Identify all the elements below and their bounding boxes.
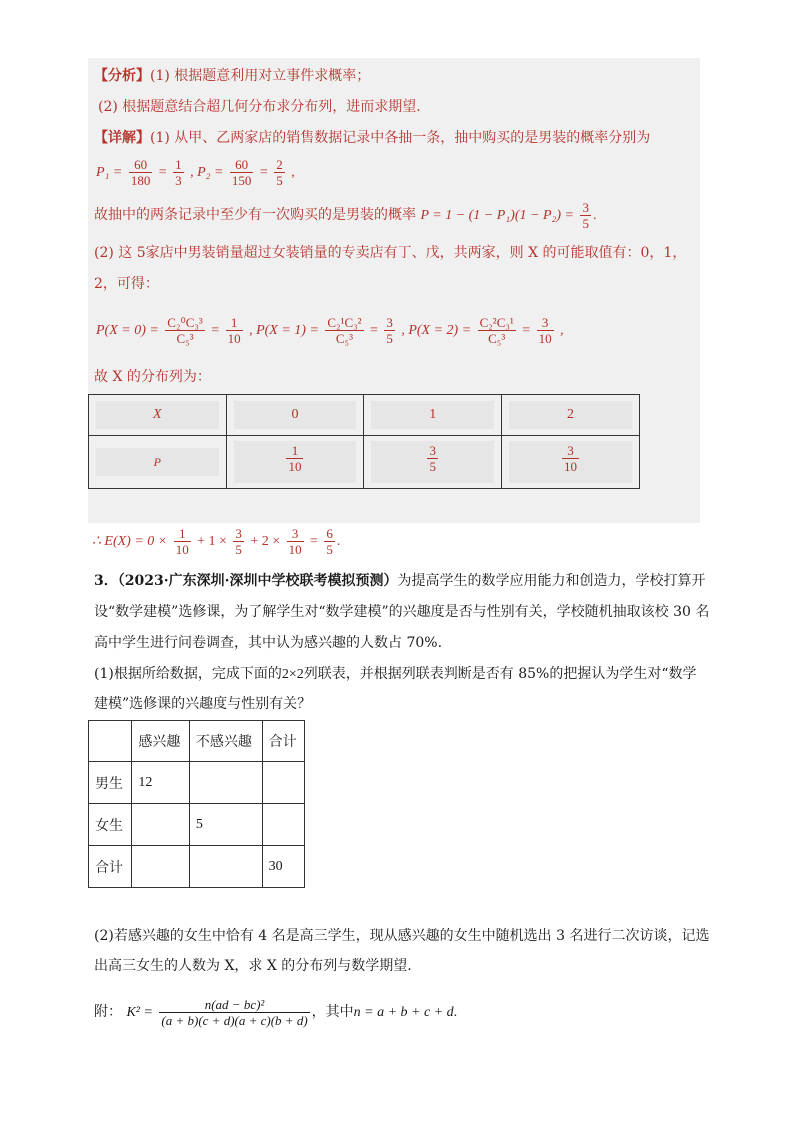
ct-female-label: 女生 xyxy=(89,804,132,846)
dist-header-0: 0 xyxy=(226,395,364,436)
px0-result: $\frac{1}{10}$ xyxy=(227,314,241,346)
ct-female-total xyxy=(262,804,304,846)
ct-row-male xyxy=(89,762,305,804)
ct-female-not-interested: 5 xyxy=(189,804,262,846)
ct-total-label: 合计 xyxy=(89,846,132,888)
dist-header-x: X xyxy=(89,395,227,436)
ct-total-interested xyxy=(132,846,190,888)
question-1-line-1: (1)根据所给数据，完成下面的2×2列联表，并根据列联表判断是否有 85%的把握认为学生对“数学 xyxy=(94,666,697,682)
appendix-label: 附： xyxy=(94,1004,122,1020)
px2-result: $\frac{3}{10}$ xyxy=(538,314,552,346)
problem3-number: 3． xyxy=(94,573,118,589)
contingency-table xyxy=(88,720,305,888)
analysis-line-2: (2) 根据题意结合超几何分布求分布列，进而求期望. xyxy=(98,99,421,115)
ct-row-total xyxy=(89,846,305,888)
dist-prob-1: $\frac{3}{5}$ xyxy=(364,436,502,489)
dist-prob-2: $\frac{3}{10}$ xyxy=(502,436,640,489)
k2-fraction: $\frac{\text{n(ad − bc)²}}{(a + b)(c + d)(a + c)(b + d)}$ xyxy=(161,996,308,1028)
p1-simplified: $\frac{1}{3}$ xyxy=(175,156,182,188)
k2-label: K² = xyxy=(126,1005,153,1020)
ct-male-not-interested xyxy=(189,762,262,804)
contingency-header-row xyxy=(89,721,305,762)
p2-fraction: $\frac{60}{150}$ xyxy=(231,156,252,188)
ct-header-not-interested: 不感兴趣 xyxy=(189,721,262,762)
px0-comb: $\frac{\text{C₂⁰C₃³}}{\text{C₅³}}$ xyxy=(167,314,203,346)
ct-header-total: 合计 xyxy=(262,721,304,762)
detail-tag: 【详解】 xyxy=(94,130,150,146)
ct-male-total xyxy=(262,762,304,804)
n-definition: n = a + b + c + d xyxy=(353,1005,454,1020)
ct-corner xyxy=(89,721,132,762)
problem3-line-2: 设“数学建模”选修课，为了解学生对“数学建模”的兴趣度是否与性别有关，学校随机抽取该校 30 名 xyxy=(94,604,710,620)
ct-male-label: 男生 xyxy=(89,762,132,804)
detail-probabilities-line: P₁ = $\frac{60}{180}$ = $\frac{1}{3}$ , P₂ = $\frac{60}{150}$ = $\frac{2}{5}$ , xyxy=(96,156,295,188)
question-1-line-2: 建模”选修课的兴趣度与性别有关？ xyxy=(94,696,312,712)
ct-grand-total: 30 xyxy=(262,846,304,888)
ct-total-not-interested xyxy=(189,846,262,888)
analysis-tag: 【分析】 xyxy=(94,68,150,84)
problem3-line-1: 3．（2023·广东深圳·深圳中学校联考模拟预测）为提高学生的数学应用能力和创造力，学校打算开 xyxy=(94,573,706,589)
analysis-line-1 xyxy=(94,66,370,86)
p2-simplified: $\frac{2}{5}$ xyxy=(276,156,283,188)
detail-line-5: 2，可得： xyxy=(94,276,159,292)
p1-fraction: $\frac{60}{180}$ xyxy=(130,156,151,188)
detail-line-1 xyxy=(94,128,650,148)
distribution-table xyxy=(88,394,640,489)
problem3-source: （2023·广东深圳·深圳中学校联考模拟预测） xyxy=(117,573,398,589)
distribution-formulas-line: P(X = 0) = $\frac{\text{C₂⁰C₃³}}{\text{C₅³}}$ = $\frac{1}{10}$ , P(X = 1) = $\frac{\text{C₂¹C₃²}}{\text{C₅³}}$ = $\frac{3}{5}$ , P(X = 2) = $\frac{\text{C₂²C₃¹}}{\text{C₅³}}$ = $\frac{3}{10}$ , xyxy=(96,314,564,346)
px1-comb: $\frac{\text{C₂¹C₃²}}{\text{C₅³}}$ xyxy=(327,314,362,346)
complement-result: $\frac{3}{5}$ xyxy=(582,199,589,231)
analysis-text-1: (1) 根据题意利用对立事件求概率； xyxy=(150,68,371,84)
problem3-line-3: 高中学生进行问卷调查，其中认为感兴趣的人数占 70%. xyxy=(94,635,443,651)
ct-female-interested xyxy=(132,804,190,846)
p2-label: , P₂ = xyxy=(190,165,224,180)
expectation-line: ∴ E(X) = 0 × $\frac{1}{10}$ + 1 × $\frac{3}{5}$ + 2 × $\frac{3}{10}$ = $\frac{6}{5}$ . xyxy=(92,525,341,557)
question-2-line-2: 出高三女生的人数为 X，求 X 的分布列与数学期望. xyxy=(94,958,412,974)
dist-prob-0: $\frac{1}{10}$ xyxy=(226,436,364,489)
question-2-line-1: (2)若感兴趣的女生中恰有 4 名是高三学生，现从感兴趣的女生中随机选出 3 名进行二次访谈，记选 xyxy=(94,928,710,944)
px2-comb: $\frac{\text{C₂²C₃¹}}{\text{C₅³}}$ xyxy=(479,314,514,346)
detail-text-1: (1) 从甲、乙两家店的销售数据记录中各抽一条，抽中购买的是男装的概率分别为 xyxy=(150,130,651,146)
ct-row-female xyxy=(89,804,305,846)
appendix-formula-line: 附： K² = $\frac{\text{n(ad − bc)²}}{(a + b)(c + d)(a + c)(b + d)}$ ，其中n = a + b + c + d. xyxy=(94,996,458,1028)
detail-at-least-one-line: 故抽中的两条记录中至少有一次购买的是男装的概率 P = 1 − (1 − P₁)(1 − P₂) = $\frac{3}{5}$ . xyxy=(94,199,597,231)
distribution-prob-row xyxy=(89,436,640,489)
ct-male-interested: 12 xyxy=(132,762,190,804)
px1-result: $\frac{3}{5}$ xyxy=(386,314,393,346)
dist-header-2: 2 xyxy=(502,395,640,436)
complement-formula: P = 1 − (1 − P₁)(1 − P₂) = xyxy=(420,208,574,223)
distribution-intro: 故 X 的分布列为： xyxy=(94,369,211,385)
ct-header-interested: 感兴趣 xyxy=(132,721,190,762)
distribution-header-row xyxy=(89,395,640,436)
dist-header-1: 1 xyxy=(364,395,502,436)
dist-row-label: P xyxy=(89,436,227,489)
detail-line-4: (2) 这 5家店中男装销量超过女装销量的专卖店有丁、戊，共两家，则 X 的可能取值有：0，1， xyxy=(94,245,687,261)
p1-label: P₁ = xyxy=(96,165,123,180)
